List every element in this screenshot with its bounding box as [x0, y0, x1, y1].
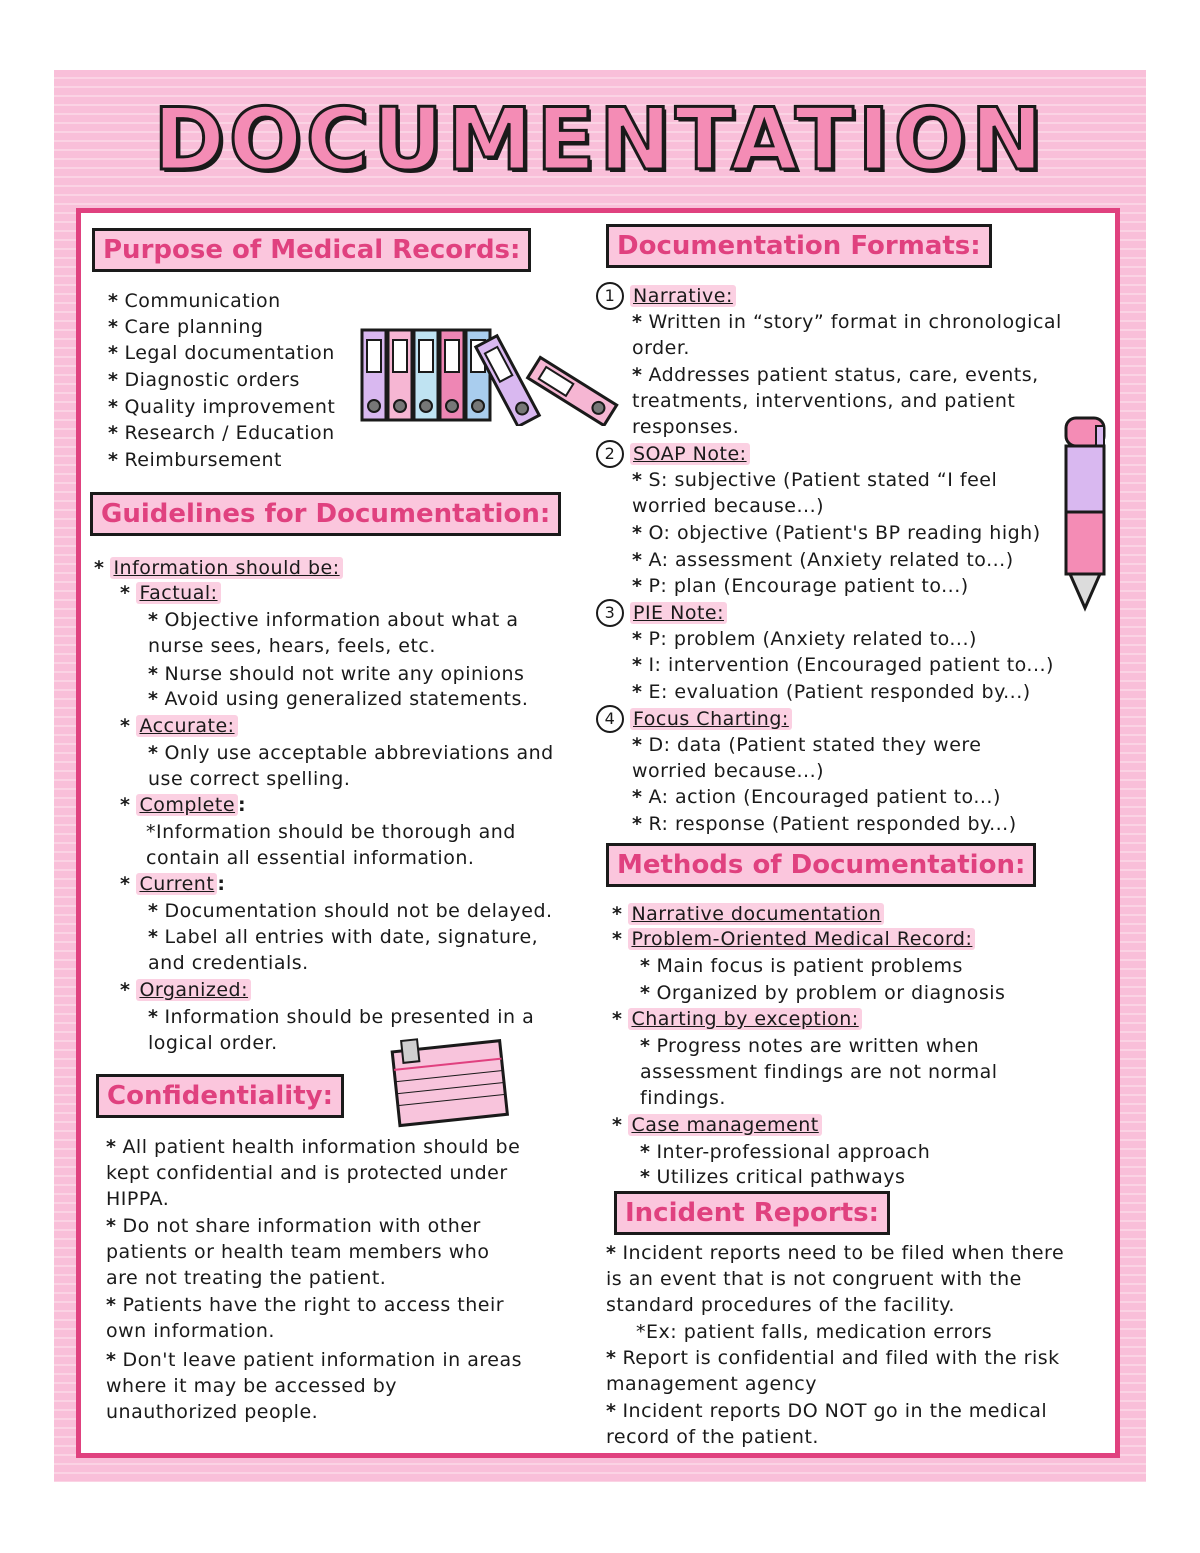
pie-format-label: 3 PIE Note: — [596, 599, 727, 627]
confidentiality-heading: Confidentiality: — [96, 1074, 344, 1118]
incident-item: * Incident reports DO NOT go in the medical record of the patient. — [606, 1400, 1048, 1448]
purpose-item: * Diagnostic orders — [108, 369, 300, 391]
page-title: DOCUMENTATION — [153, 90, 1047, 190]
purpose-item: * Care planning — [108, 316, 264, 338]
incident-heading: Incident Reports: — [614, 1191, 890, 1235]
soap-format-item: * P: plan (Encourage patient to...) — [632, 575, 969, 597]
factual-item: * Objective information about what a nurse sees, hears, feels, etc. — [148, 609, 519, 657]
pie-format-item: * I: intervention (Encouraged patient to...) — [632, 654, 1054, 676]
focus-format-label: 4 Focus Charting: — [596, 705, 792, 733]
incident-example: *Ex: patient falls, medication errors — [636, 1321, 993, 1343]
pomr-item: * Main focus is patient problems — [640, 955, 963, 977]
formats-heading: Documentation Formats: — [606, 224, 992, 268]
index-card-illustration — [388, 1030, 514, 1130]
accurate-item: * Only use acceptable abbreviations and use correct spelling. — [148, 742, 554, 790]
purpose-heading: Purpose of Medical Records: — [92, 228, 531, 272]
binders-illustration — [358, 322, 620, 426]
factual-item: * Avoid using generalized statements. — [148, 688, 529, 710]
complete-text: *Information should be thorough and contain all essential information. — [146, 821, 516, 869]
complete-label: * Complete : — [120, 794, 247, 816]
purpose-item: * Legal documentation — [108, 342, 335, 364]
narrative-format-item: * Written in “story” format in chronological order. — [632, 311, 1062, 359]
cbe-item: * Progress notes are written when assessment findings are not normal findings. — [640, 1035, 998, 1109]
purpose-item: * Communication — [108, 290, 281, 312]
confidentiality-item: * All patient health information should be kept confidential and is protected under HIPPA. — [106, 1136, 521, 1210]
soap-format-item: * O: objective (Patient's BP reading high) — [632, 522, 1041, 544]
pie-format-item: * E: evaluation (Patient responded by...) — [632, 681, 1031, 703]
current-item: * Label all entries with date, signature, and credentials. — [148, 926, 539, 974]
factual-item: * Nurse should not write any opinions — [148, 663, 525, 685]
methods-narrative: * Narrative documentation — [612, 901, 884, 927]
methods-heading: Methods of Documentation: — [606, 843, 1036, 887]
focus-format-item: * R: response (Patient responded by...) — [632, 813, 1017, 835]
focus-format-item: * A: action (Encouraged patient to...) — [632, 786, 1001, 808]
narrative-format-item: * Addresses patient status, care, events, treatments, interventions, and patient responses. — [632, 364, 1039, 438]
confidentiality-item: * Don't leave patient information in areas where it may be accessed by unauthorized people. — [106, 1349, 523, 1423]
case-item: * Inter-professional approach — [640, 1141, 931, 1163]
soap-format-item: * A: assessment (Anxiety related to...) — [632, 549, 1014, 571]
incident-item: * Report is confidential and filed with the risk management agency — [606, 1347, 1060, 1395]
purpose-item: * Research / Education — [108, 422, 335, 444]
methods-case: * Case management — [612, 1112, 822, 1138]
incident-item: * Incident reports need to be filed when there is an event that is not congruent with the standard procedures of the facility. — [606, 1242, 1065, 1316]
factual-label: * Factual: — [120, 580, 221, 606]
organized-label: * Organized: — [120, 977, 251, 1003]
pomr-item: * Organized by problem or diagnosis — [640, 982, 1006, 1004]
pie-format-item: * P: problem (Anxiety related to...) — [632, 628, 977, 650]
confidentiality-item: * Do not share information with other patients or health team members who are not treating the patient. — [106, 1215, 490, 1289]
case-item: * Utilizes critical pathways — [640, 1166, 906, 1188]
organized-item: * Information should be presented in a logical order. — [148, 1006, 535, 1054]
methods-cbe: * Charting by exception: — [612, 1006, 862, 1032]
accurate-label: * Accurate: — [120, 713, 238, 739]
current-item: * Documentation should not be delayed. — [148, 900, 553, 922]
pen-illustration — [1060, 412, 1110, 614]
current-label: * Current : — [120, 873, 226, 895]
soap-format-item: * S: subjective (Patient stated “I feel worried because...) — [632, 469, 998, 517]
focus-format-item: * D: data (Patient stated they were worried because...) — [632, 734, 982, 782]
soap-format-label: 2 SOAP Note: — [596, 440, 750, 468]
purpose-item: * Reimbursement — [108, 449, 282, 471]
guidelines-intro: * Information should be: — [94, 555, 343, 581]
guidelines-heading: Guidelines for Documentation: — [90, 492, 561, 536]
confidentiality-item: * Patients have the right to access their own information. — [106, 1294, 505, 1342]
purpose-item: * Quality improvement — [108, 396, 336, 418]
narrative-format-label: 1 Narrative: — [596, 282, 736, 310]
methods-pomr: * Problem-Oriented Medical Record: — [612, 926, 975, 952]
